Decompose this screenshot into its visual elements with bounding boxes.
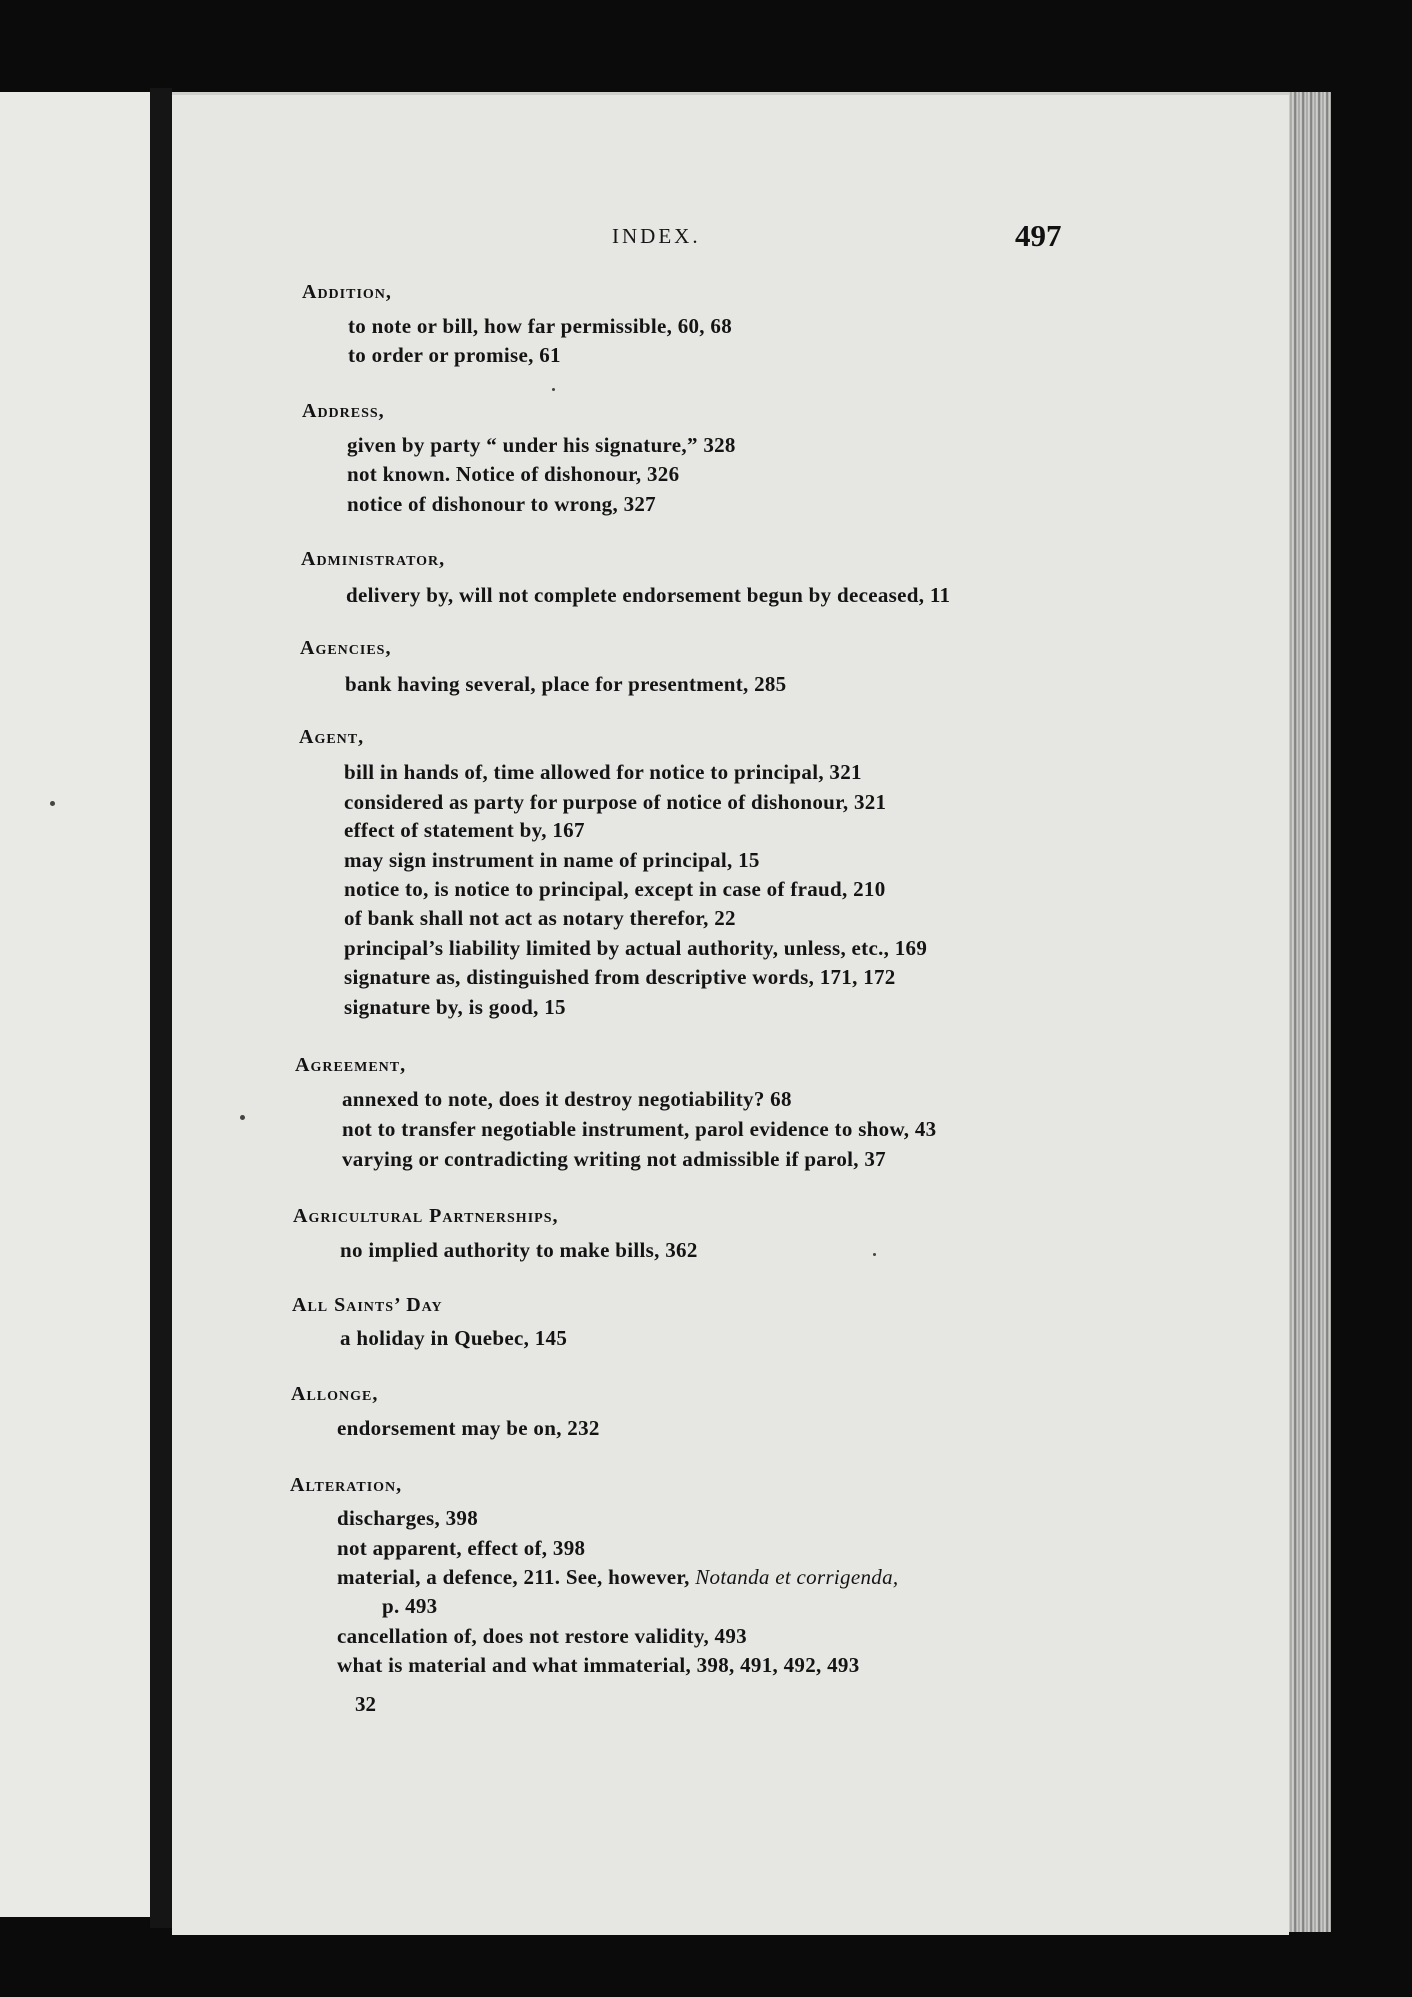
speck: [552, 388, 555, 391]
entry-heading: Agencies,: [300, 637, 392, 659]
speck: [240, 1115, 245, 1120]
signature-mark: 32: [355, 1692, 376, 1716]
entry-line: not to transfer negotiable instrument, parol evidence to show, 43: [342, 1117, 937, 1141]
entry-line: may sign instrument in name of principal, 15: [344, 848, 760, 872]
entry-line: effect of statement by, 167: [344, 818, 585, 842]
entry-line: of bank shall not act as notary therefor, 22: [344, 906, 736, 930]
speck: [50, 801, 55, 806]
entry-line: no implied authority to make bills, 362: [340, 1238, 698, 1262]
entry-line: to order or promise, 61: [348, 343, 561, 367]
entry-line: given by party “ under his signature,” 328: [347, 433, 736, 457]
entry-line: [337, 1565, 898, 1590]
speck: [873, 1253, 876, 1256]
entry-line: annexed to note, does it destroy negotiability? 68: [342, 1087, 792, 1111]
entry-heading: Agricultural Partnerships,: [293, 1205, 559, 1227]
entry-heading: Address,: [302, 400, 385, 422]
entry-line: considered as party for purpose of notice of dishonour, 321: [344, 790, 887, 814]
entry-line: a holiday in Quebec, 145: [340, 1326, 568, 1350]
entry-line-italic: Notanda et corrigenda,: [695, 1565, 899, 1589]
entry-line: not known. Notice of dishonour, 326: [347, 462, 680, 486]
entry-line: bill in hands of, time allowed for notice to principal, 321: [344, 760, 862, 784]
entry-line: endorsement may be on, 232: [337, 1416, 600, 1440]
page-edges: [1289, 92, 1331, 1932]
entry-line: notice of dishonour to wrong, 327: [347, 492, 656, 516]
page-header: [0, 218, 1412, 264]
entry-line: varying or contradicting writing not admissible if parol, 37: [342, 1147, 886, 1171]
entry-heading: All Saints’ Day: [292, 1294, 443, 1316]
page-number: 497: [1015, 218, 1062, 253]
entry-line: what is material and what immaterial, 398, 491, 492, 493: [337, 1653, 860, 1677]
entry-line: not apparent, effect of, 398: [337, 1536, 586, 1560]
entry-heading: Allonge,: [291, 1383, 379, 1405]
entry-line: to note or bill, how far permissible, 60, 68: [348, 314, 733, 338]
entry-heading: Agreement,: [295, 1054, 407, 1076]
entry-heading: Administrator,: [301, 548, 446, 570]
entry-line-text: material, a defence, 211. See, however,: [337, 1565, 690, 1589]
entry-line: delivery by, will not complete endorsement begun by deceased, 11: [346, 583, 951, 607]
entry-line: principal’s liability limited by actual authority, unless, etc., 169: [344, 936, 928, 960]
book-gutter: [150, 88, 172, 1928]
entry-line: signature by, is good, 15: [344, 995, 566, 1019]
facing-page: [0, 92, 150, 1917]
running-title: INDEX.: [612, 224, 701, 248]
entry-heading: Agent,: [299, 726, 365, 748]
entry-line: discharges, 398: [337, 1506, 478, 1530]
entry-line: bank having several, place for presentment, 285: [345, 672, 787, 696]
entry-line: cancellation of, does not restore validity, 493: [337, 1624, 747, 1648]
entry-line: signature as, distinguished from descriptive words, 171, 172: [344, 965, 896, 989]
entry-line-continuation: p. 493: [382, 1594, 438, 1618]
entry-heading: Alteration,: [290, 1474, 403, 1496]
entry-heading: Addition,: [302, 281, 392, 303]
entry-line: notice to, is notice to principal, except in case of fraud, 210: [344, 877, 886, 901]
